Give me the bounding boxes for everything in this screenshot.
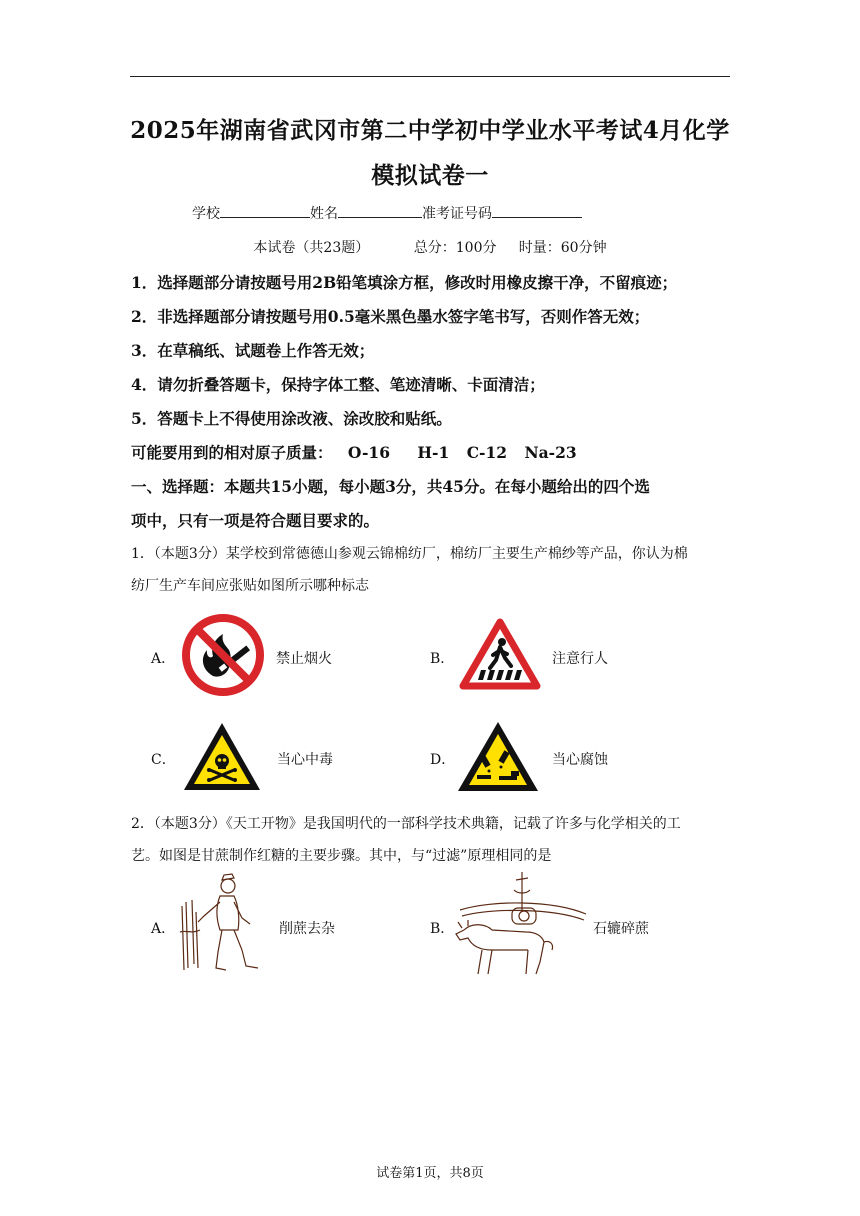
paper-info: 本试卷（共23题） [253,240,370,256]
student-info-fields [192,203,582,223]
man-peeling-cane-illustration-icon [176,872,272,978]
section-1-heading-line-2: 项中，只有一项是符合题目要求的。 [131,511,380,530]
instruction-1: 1．选择题部分请按题号用2B铅笔填涂方框，修改时用橡皮擦干净，不留痕迹； [131,273,678,292]
pedestrian-warning-sign-icon [459,618,541,692]
q2-option-a-letter[interactable]: A． [151,921,176,937]
atomic-mass-line [131,441,577,463]
q2-option-a-text: 削蔗去杂 [279,921,335,937]
instruction-3: 3．在草稿纸、试题卷上作答无效； [131,341,375,360]
instruction-5: 5．答题卡上不得使用涂改液、涂改胶和贴纸。 [131,409,452,428]
exam-title-line-2: 模拟试卷一 [371,162,489,189]
exam-id-label: 准考证号码 [422,206,492,222]
exam-title-line-1: 2025年湖南省武冈市第二中学初中学业水平考试4月化学 [130,117,730,144]
name-blank[interactable] [338,203,422,218]
q1-option-d-letter[interactable]: D． [430,752,456,768]
q1-option-a-text: 禁止烟火 [276,651,332,667]
exam-id-blank[interactable] [492,203,582,218]
q1-option-c-letter[interactable]: C． [151,752,176,768]
q1-option-a-letter[interactable]: A． [151,651,176,667]
question-1-line-2: 纺厂生产车间应张贴如图所示哪种标志 [131,578,369,594]
atomic-mass-c: C-12 [466,443,508,462]
name-label: 姓名 [310,206,338,222]
q1-option-d-text: 当心腐蚀 [552,752,608,768]
toxic-warning-sign-icon [181,720,263,794]
q1-option-b-letter[interactable]: B． [430,651,455,667]
no-fire-sign-icon [180,612,266,698]
page-footer: 试卷第1页，共8页 [376,1166,484,1181]
q2-option-b-text: 石辘碎蔗 [593,921,649,937]
question-2-line-2: 艺。如图是甘蔗制作红糖的主要步骤。其中，与“过滤”原理相同的是 [131,848,552,864]
ox-mill-illustration-icon [452,870,592,982]
school-label: 学校 [192,206,220,222]
question-2-line-1: 2．（本题3分）《天工开物》是我国明代的一部科学技术典籍，记载了许多与化学相关的工 [131,816,681,832]
exam-meta [130,237,730,257]
time-limit: 时量：60分钟 [518,240,607,256]
header-rule [130,76,730,77]
q1-option-b-text: 注意行人 [552,651,608,667]
school-blank[interactable] [220,203,310,218]
atomic-mass-na: Na-23 [524,443,577,462]
question-1-line-1: 1．（本题3分）某学校到常德德山参观云锦棉纺厂，棉纺厂主要生产棉纱等产品，你认为棉 [131,546,688,562]
atomic-mass-h: H-1 [417,443,450,462]
instruction-2: 2．非选择题部分请按题号用0.5毫米黑色墨水签字笔书写，否则作答无效； [131,307,650,326]
q2-option-b-letter[interactable]: B． [430,921,455,937]
corrosive-warning-sign-icon [455,719,541,795]
instruction-4: 4．请勿折叠答题卡，保持字体工整、笔迹清晰、卡面清洁； [131,375,545,394]
atomic-mass-o: O-16 [347,443,390,462]
q1-option-c-text: 当心中毒 [277,752,333,768]
total-score: 总分：100分 [413,240,497,256]
section-1-heading-line-1: 一、选择题：本题共15小题，每小题3分，共45分。在每小题给出的四个选 [131,477,650,496]
atomic-mass-label: 可能要用到的相对原子质量： [131,443,333,462]
